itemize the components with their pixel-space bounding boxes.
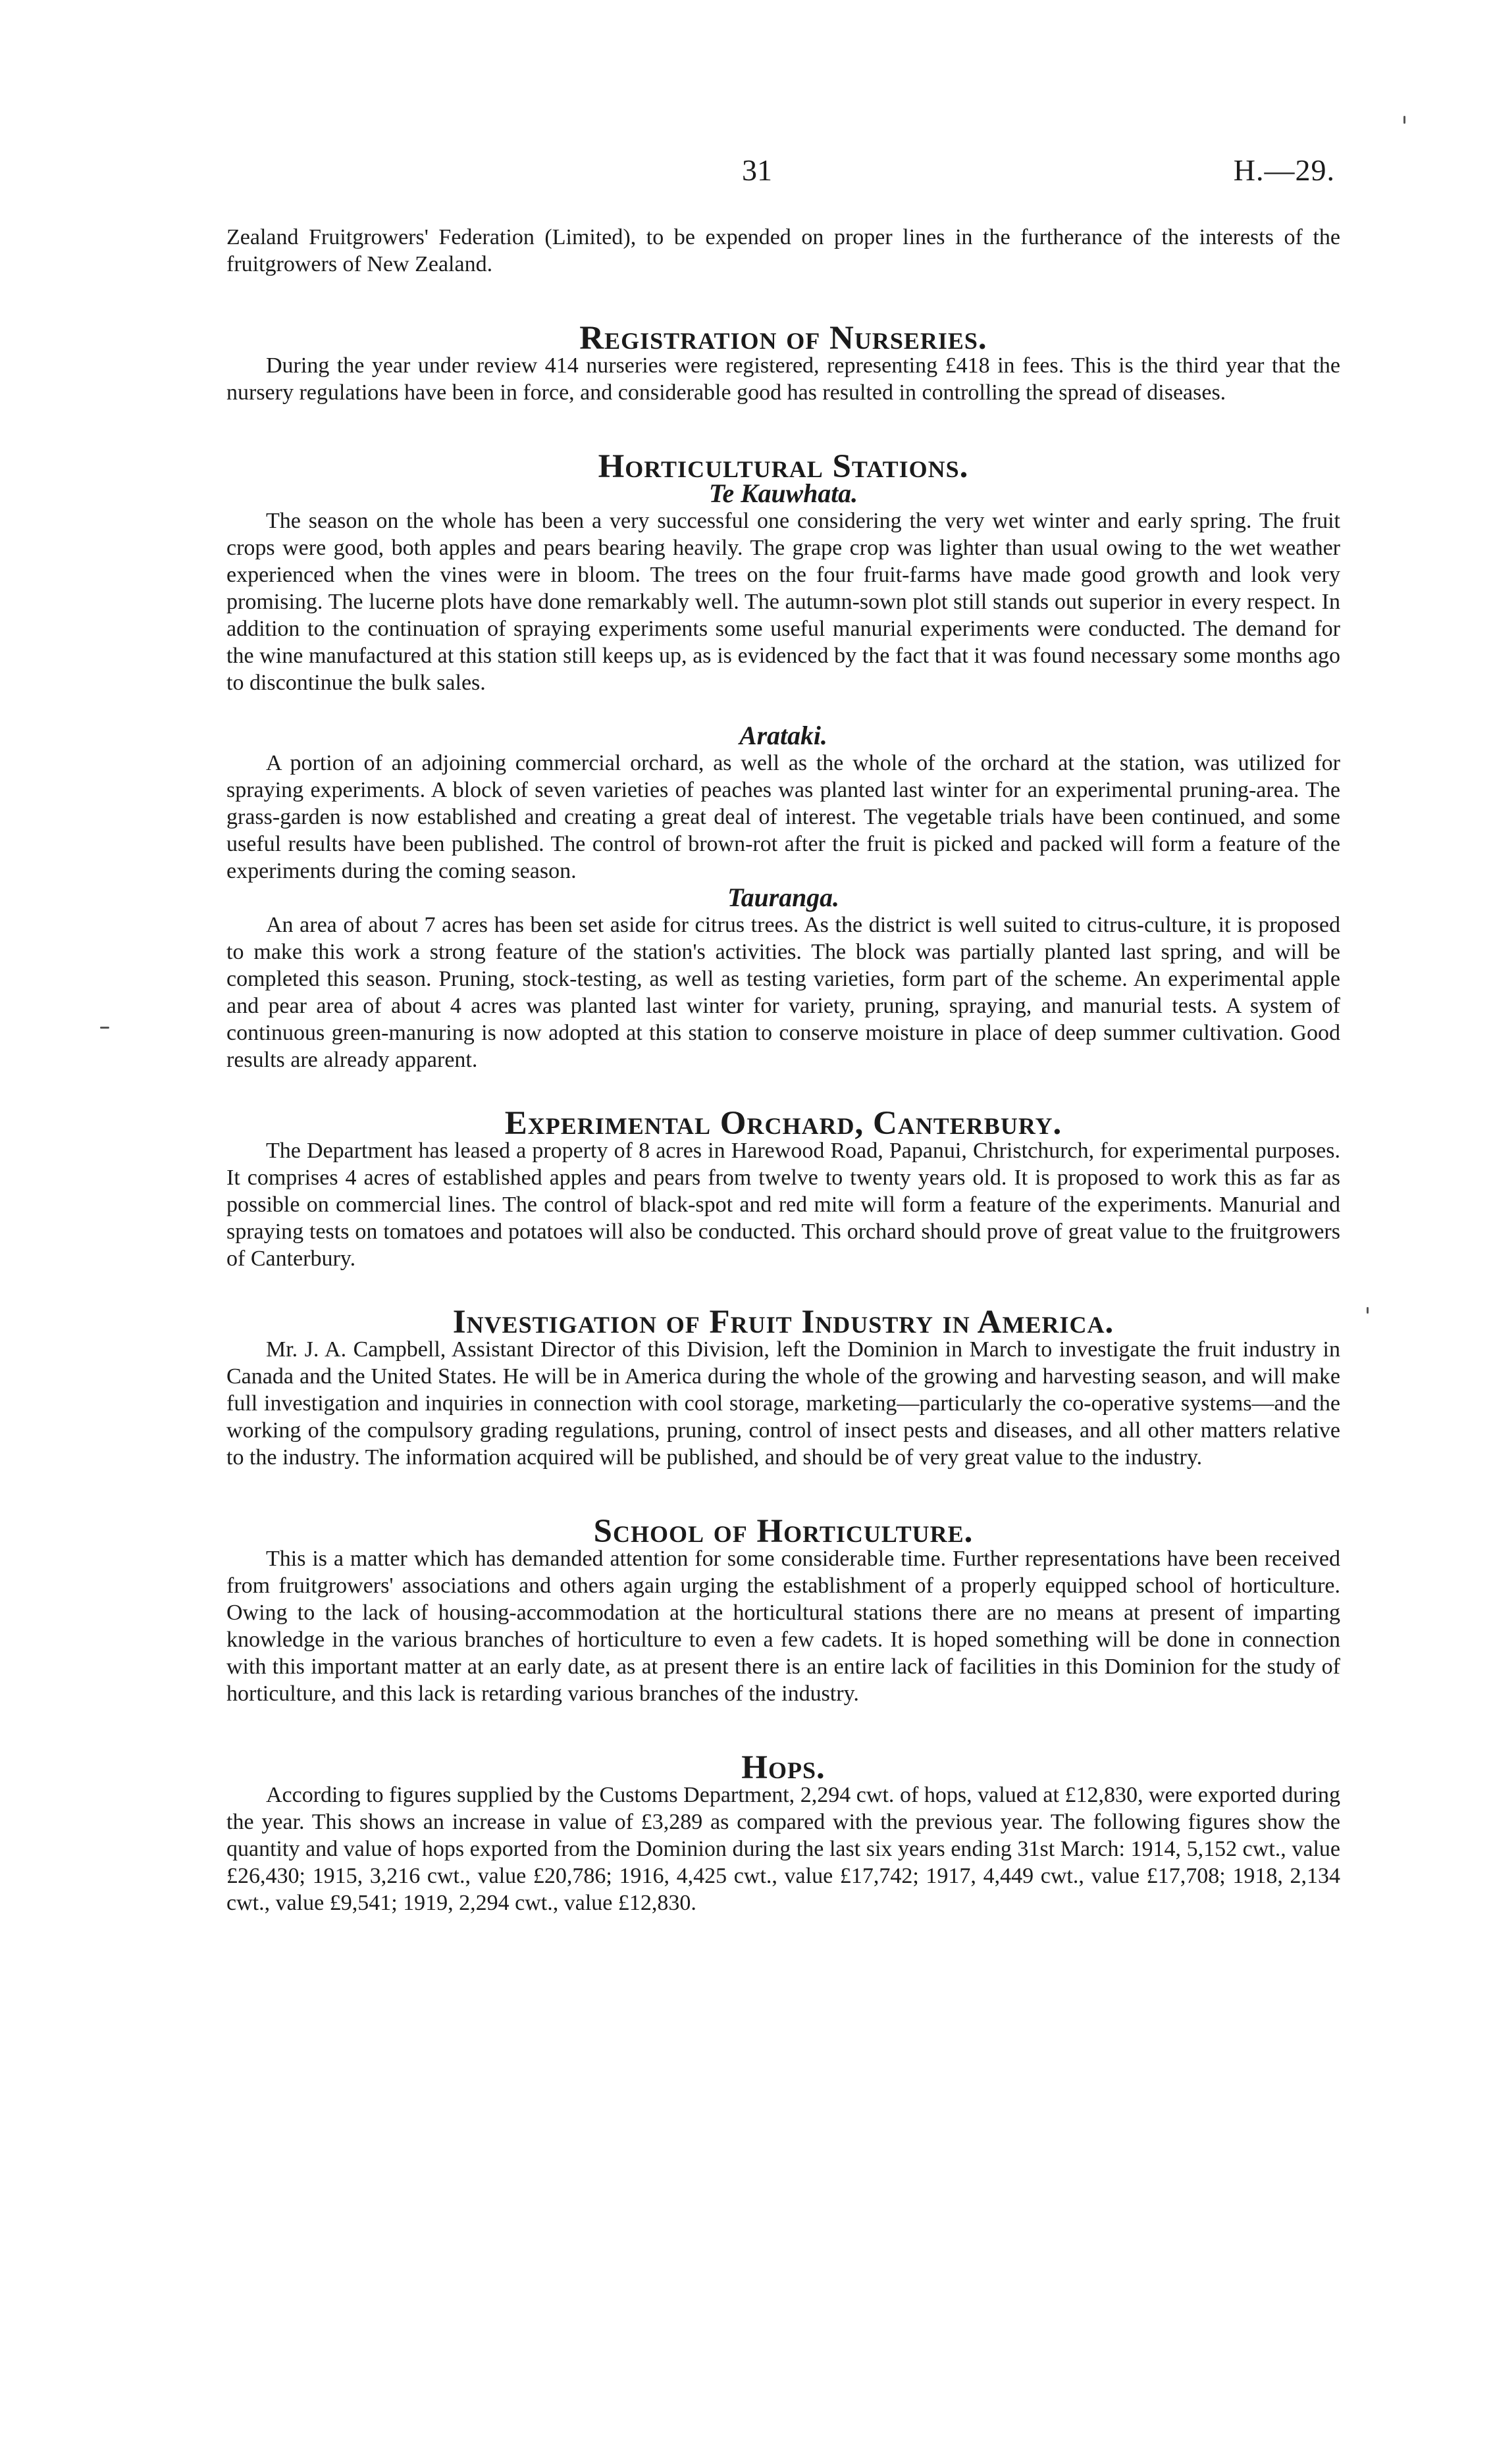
te-kauwhata-paragraph: The season on the whole has been a very successful one considering the very wet winter and early spring. The fruit crops were good, both apples and pears bearing heavily. The grape crop was lighter than usual owing to the wet weather experienced when the vines were in bloom. The trees on the four fruit-farms have made good growth and look very promising. The lucerne plots have done remarkably well. The autumn-sown plot still stands out superior in every respect. In addition to the continuation of spraying experiments some useful manurial experiments were conducted. The demand for the wine manufactured at this station still keeps up, as is evidenced by the fact that it was found necessary some months ago to discontinue the bulk sales. <box>226 509 1340 695</box>
america-investigation-heading: Investigation of Fruit Industry in America. <box>452 1304 1114 1341</box>
scan-mark-top <box>1403 116 1405 124</box>
canterbury-orchard-heading: Experimental Orchard, Canterbury. <box>504 1105 1062 1142</box>
america-investigation-paragraph: Mr. J. A. Campbell, Assistant Director of this Division, left the Dominion in March to investigate the fruit industry in Canada and the United States. He will be in America during the whole of the growing and harvesting season, and will make full investigation and inquiries in connection with cool storage, marketing—particularly the co-operative systems—and the working of the compulsory grading regulations, pruning, control of insect pests and diseases, and all other matters relative to the industry. The information acquired will be published, and should be of very great value to the industry. <box>226 1337 1340 1470</box>
hops-heading: Hops. <box>741 1749 825 1786</box>
scan-mark-left <box>100 1027 109 1029</box>
document-body <box>226 224 1340 1916</box>
page-number: 31 <box>742 153 772 187</box>
tauranga-subheading: Tauranga. <box>727 883 839 912</box>
horticultural-stations-heading: Horticultural Stations. <box>598 448 969 485</box>
tauranga-paragraph: An area of about 7 acres has been set aside for citrus trees. As the district is well suited to citrus-culture, it is proposed to make this work a strong feature of the station's activities. The block was partially planted last spring, and will be completed this season. Pruning, stock-testing, as well as testing varieties, form part of the scheme. An experimental apple and pear area of about 4 acres was planted last winter for variety, pruning, spraying, and manurial tests. A system of continuous green-manuring is now adopted at this station to conserve moisture in place of deep summer cultivation. Good results are already apparent. <box>226 913 1340 1072</box>
school-horticulture-heading: School of Horticulture. <box>593 1513 974 1550</box>
hops-paragraph: According to figures supplied by the Customs Department, 2,294 cwt. of hops, valued at £12,830, were exported during the year. This shows an increase in value of £3,289 as compared with the previous year. The following figures show the quantity and value of hops exported from the Dominion during the last six years ending 31st March: 1914, 5,152 cwt., value £26,430; 1915, 3,216 cwt., value £20,786; 1916, 4,425 cwt., value £17,742; 1917, 4,449 cwt., value £17,708; 1918, 2,134 cwt., value £9,541; 1919, 2,294 cwt., value £12,830. <box>226 1783 1340 1915</box>
school-horticulture-paragraph: This is a matter which has demanded attention for some considerable time. Further representations have been received from fruitgrowers' associations and others again urging the establishment of a properly equipped school of horticulture. Owing to the lack of housing-accommodation at the horticultural stations there are no means at present of imparting knowledge in the various branches of horticulture to even a few cadets. It is hoped something will be done in connection with this important matter at an early date, as at present there is an entire lack of facilities in this Dominion for the study of horticulture, and this lack is retarding various branches of the industry. <box>226 1547 1340 1706</box>
nurseries-paragraph: During the year under review 414 nurseries were registered, representing £418 in fees. This is the third year that the nursery regulations have been in force, and considerable good has resulted in controlling the spread of diseases. <box>226 353 1340 405</box>
canterbury-orchard-paragraph: The Department has leased a property of 8 acres in Harewood Road, Papanui, Christchurch, for experimental purposes. It comprises 4 acres of established apples and pears from twelve to twenty years old. It is proposed to work this as far as possible on commercial lines. The control of black-spot and red mite will form a feature of the experiments. Manurial and spraying tests on tomatoes and potatoes will also be conducted. This orchard should prove of great value to the fruitgrowers of Canterbury. <box>226 1139 1340 1271</box>
scan-mark-right <box>1367 1307 1369 1314</box>
arataki-subheading: Arataki. <box>739 721 827 750</box>
te-kauwhata-subheading: Te Kauwhata. <box>708 479 858 508</box>
nurseries-heading: Registration of Nurseries. <box>579 320 987 357</box>
report-code: H.—29. <box>1233 153 1335 187</box>
intro-paragraph: Zealand Fruitgrowers' Federation (Limited), to be expended on proper lines in the furtherance of the interests of the fruitgrowers of New Zealand. <box>226 225 1340 276</box>
arataki-paragraph: A portion of an adjoining commercial orchard, as well as the whole of the orchard at the station, was utilized for spraying experiments. A block of seven varieties of peaches was planted last winter for an experimental pruning-area. The grass-garden is now established and creating a great deal of interest. The vegetable trials have been continued, and some useful results have been published. The control of brown-rot after the fruit is picked and packed will form a feature of the experiments during the coming season. <box>226 751 1340 883</box>
